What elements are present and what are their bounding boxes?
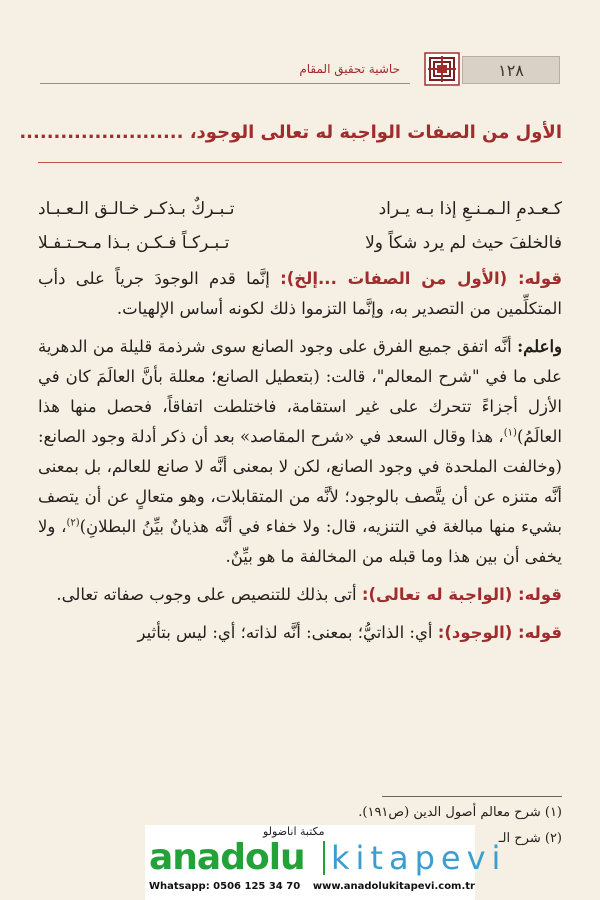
watermark-brand: anadolu: [149, 837, 305, 878]
watermark-divider: [323, 841, 325, 875]
footnote-ref: (٢): [66, 517, 80, 529]
footnote: (٢) شرح الـ: [498, 831, 562, 846]
footnote: (١) شرح معالم أصول الدين (ص١٩١).: [358, 805, 562, 820]
watermark-contact: [149, 881, 475, 892]
heading-rule: [38, 162, 562, 163]
verse-right: فالخلفَ حيث لم يرد شكاً ولا: [365, 233, 562, 253]
page-number: ١٢٨: [462, 56, 560, 84]
paragraph-text: أنَّه اتفق جميع الفرق على وجود الصانع سوى شرذمة قليلة من الدهرية على ما في "شرح المعالم"، قالت: (بتعطيل الصانع؛ معللة بأنَّ العالَمَ كان في الأزل أجزاءً تتحرك على غير استقامة، فاختلطت اتفاقاً، فحصل منها هذا العالَمُ): [38, 337, 562, 446]
paragraph-text: ، ولا يخفى أن بين هذا وما قبله من المخالفة ما هو بيِّنٌ.: [38, 517, 562, 566]
watermark-phone: Whatsapp: 0506 125 34 70: [149, 881, 301, 892]
paragraph: [38, 618, 562, 648]
watermark-website: www.anadolukitapevi.com.tr: [312, 881, 475, 892]
paragraph-label: قوله: (الوجود):: [437, 623, 562, 642]
footnote-ref: (١): [503, 427, 517, 439]
paragraph-label: واعلم:: [517, 337, 562, 356]
verse-line: [38, 226, 562, 260]
watermark-arabic: مكتبة اناضولو: [263, 825, 325, 838]
paragraph: [38, 580, 562, 610]
paragraph: [38, 264, 562, 324]
running-title: حاشية تحقيق المقام: [299, 62, 400, 76]
header-rule: [40, 83, 410, 84]
ornament-icon: [424, 52, 460, 86]
paragraph: [38, 332, 562, 572]
paragraph-text: ، هذا وقال السعد في «شرح المقاصد» بعد أن ذكر أدلة وجود الصانع: (وخالفت الملحدة في وجود الصانع، لكن لا بمعنى أنَّه لا صانع للعالم، بل بمعنى أنَّه متنزه عن أن يتَّصف بالوجود؛ لأنَّه من المتقابلات، وهو متعالٍ عن أن يتصف بشيء منها مبالغة في التنزيه، قال: ولا خفاء في أنَّه هذيانٌ بيِّنُ البطلانِ): [38, 427, 562, 536]
verse-line: [38, 192, 562, 226]
footnote-rule: [382, 796, 562, 797]
watermark: [145, 825, 507, 900]
paragraph-text: إنَّما قدم الوجودَ جرياً على دأب المتكلِّمين من التصدير به، وإنَّما التزموا ذلك لكونه أساس الإلهيات.: [38, 269, 562, 318]
paragraph-text: أي: الذاتيُّ؛ بمعنى: أنَّه لذاته؛ أي: ليس بتأثير: [137, 623, 438, 642]
watermark-kitapevi: kitapevi: [331, 839, 507, 877]
paragraph-text: أتى بذلك للتنصيص على وجوب صفاته تعالى.: [56, 585, 362, 604]
body-text: [38, 192, 562, 656]
page-header: [40, 52, 560, 86]
section-heading: الأول من الصفات الواجبة له تعالى الوجود، ........................: [19, 122, 562, 143]
paragraph-label: قوله: (الواجبة له تعالى):: [361, 585, 562, 604]
verse-right: كـعـدمِ الـمـنـعِ إذا بـه يـراد: [378, 199, 562, 219]
verse-left: تـبـركـاً فـكـن بـذا مـحـتـفـلا: [38, 233, 230, 253]
verse-left: تـبـركٌ بـذكـر خـالـق الـعـبـاد: [38, 199, 235, 219]
paragraph-label: قوله: (الأول من الصفات ...إلخ):: [280, 269, 562, 288]
